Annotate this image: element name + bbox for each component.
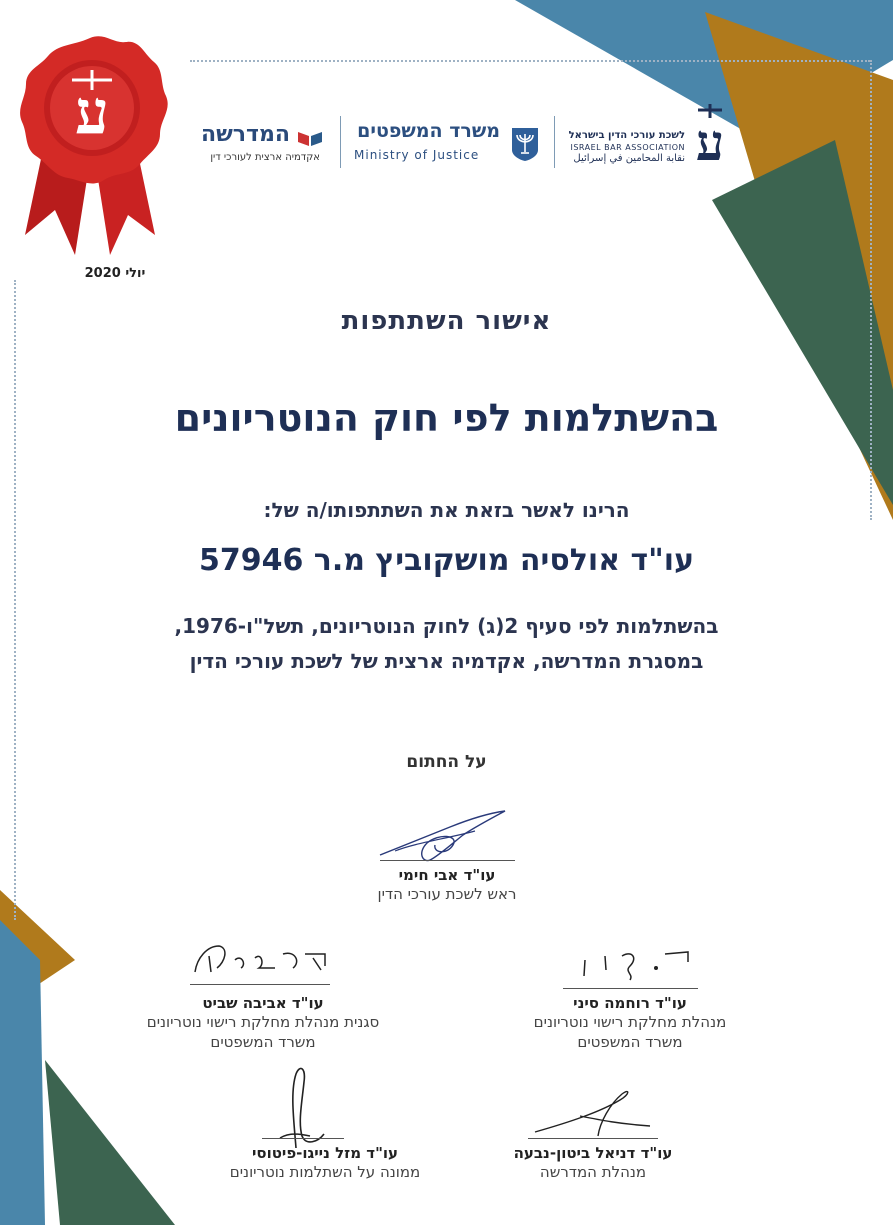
bar-association-logo — [565, 100, 730, 170]
signatory-sinai — [480, 994, 780, 1052]
header-divider — [554, 116, 555, 168]
signatory-role: מנהלת מחלקת רישוי נוטריונים — [533, 1013, 727, 1031]
signature-head-graphic — [375, 805, 520, 865]
signatory-organization: משרד המשפטים — [577, 1033, 683, 1051]
signatory-role: ראש לשכת עורכי הדין — [377, 885, 517, 903]
signatory-name: עו"ד אבי חימי — [398, 866, 496, 884]
bar-scales-icon — [690, 100, 730, 166]
certificate-date: יולי 2020 — [84, 266, 146, 281]
ministry-hebrew: משרד המשפטים — [357, 120, 500, 142]
signature-line — [190, 984, 330, 985]
signature-line — [380, 860, 515, 861]
bar-english: ISRAEL BAR ASSOCIATION — [570, 143, 685, 152]
certificate-title-big: בהשתלמות לפי חוק הנוטריונים — [174, 396, 719, 440]
signed-label: על החתום — [406, 752, 487, 772]
signature-line — [262, 1138, 344, 1139]
signature-shavit-graphic — [185, 936, 335, 984]
certificate-details-line2: במסגרת המדרשה, אקדמיה ארצית של לשכת עורכי הדין — [189, 649, 704, 673]
madrasha-logo — [170, 122, 320, 172]
signatory-name: עו"ד רוחמה סיני — [573, 994, 687, 1012]
signatory-head — [297, 866, 597, 904]
signature-line — [563, 988, 698, 989]
open-book-icon — [296, 128, 324, 148]
signatory-name: עו"ד אביבה שביט — [202, 994, 324, 1012]
bar-arabic: نقابة المحامين في إسرائيل — [573, 153, 685, 164]
header-divider — [340, 116, 341, 168]
signatory-role: סגנית מנהלת מחלקת רישוי נוטריונים — [146, 1013, 380, 1031]
dotted-border-left — [14, 280, 16, 920]
signatory-role: ממונה על השתלמות נוטריונים — [229, 1163, 421, 1181]
signature-line — [528, 1138, 658, 1139]
shape-green-bottom — [45, 1060, 175, 1225]
svg-text:ע: ע — [695, 113, 725, 166]
shape-blue-bottom — [0, 920, 45, 1225]
dotted-border-right — [870, 60, 872, 520]
madrasha-subtitle: אקדמיה ארצית לעורכי דין — [210, 152, 320, 163]
bar-hebrew: לשכת עורכי הדין בישראל — [568, 130, 685, 141]
svg-text:ע: ע — [75, 78, 109, 148]
ministry-english: Ministry of Justice — [354, 148, 480, 162]
signatory-biton — [443, 1144, 743, 1182]
signatory-role: מנהלת המדרשה — [539, 1163, 647, 1181]
certificate-intro: הרינו לאשר בזאת את השתתפותו/ה של: — [263, 498, 630, 522]
menorah-emblem-icon — [510, 126, 540, 162]
recipient-name: עו"ד אולסיה מושקוביץ מ.ר 57946 — [198, 543, 695, 578]
signatory-name: עו"ד מזל נייגו-פיטוסי — [251, 1144, 399, 1162]
signatory-shavit — [113, 994, 413, 1052]
wax-seal-icon — [10, 30, 170, 260]
signature-biton-graphic — [530, 1082, 660, 1140]
signatory-peitusi — [175, 1144, 475, 1182]
dotted-border-top — [190, 60, 870, 62]
signatory-organization: משרד המשפטים — [210, 1033, 316, 1051]
certificate-title-small: אישור השתתפות — [341, 306, 552, 336]
signatory-name: עו"ד דניאל ביטון-נבעה — [513, 1144, 673, 1162]
signature-sinai-graphic — [560, 940, 700, 988]
madrasha-title: המדרשה — [200, 122, 290, 147]
certificate-details-line1: בהשתלמות לפי סעיף 2(ג) לחוק הנוטריונים, תשל"ו-1976, — [174, 614, 719, 638]
ministry-logo — [348, 118, 548, 170]
